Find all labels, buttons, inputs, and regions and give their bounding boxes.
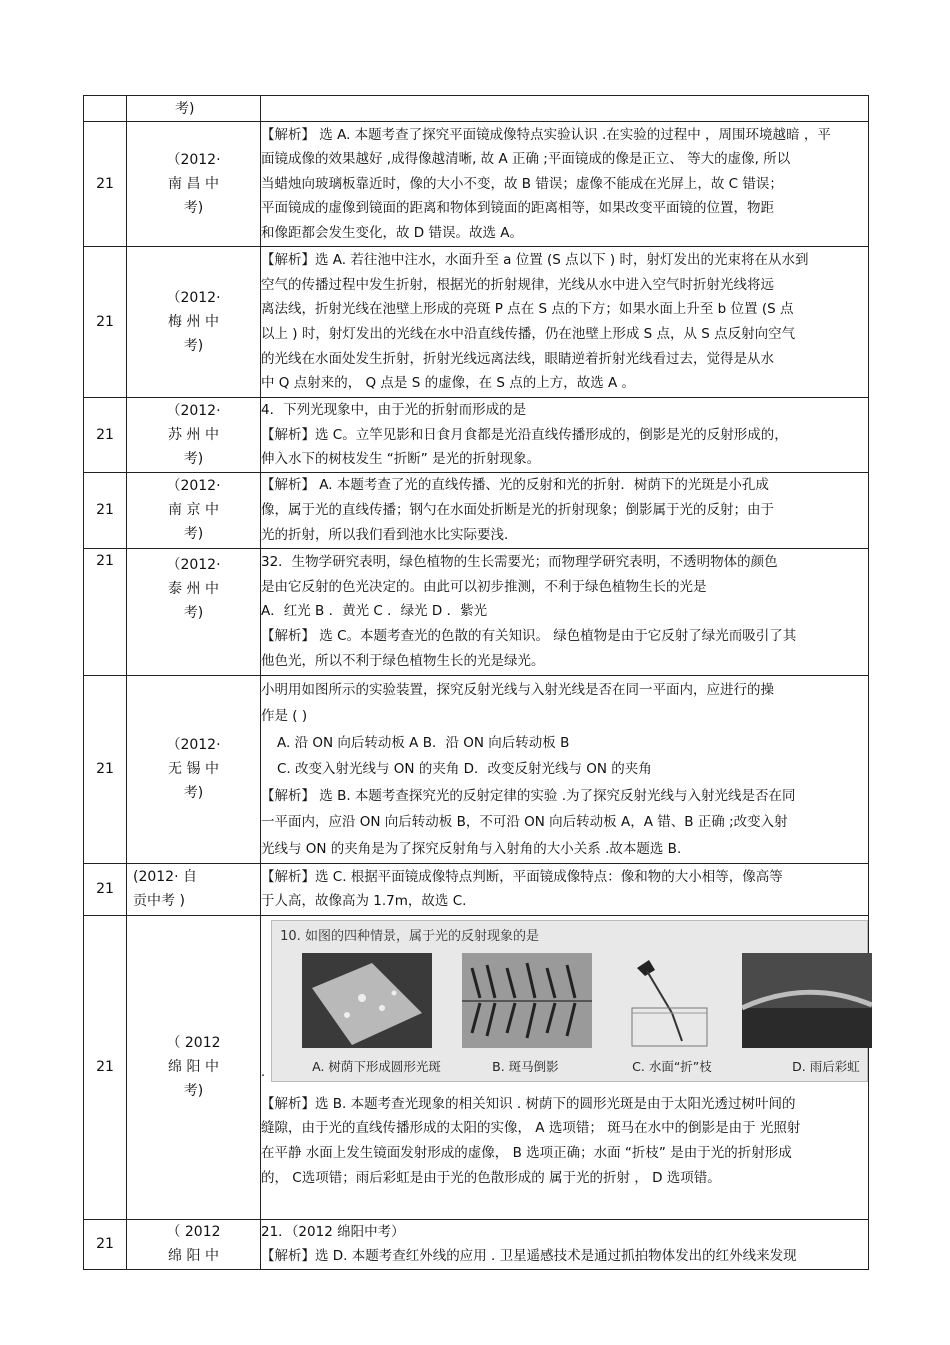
source-line: 考) xyxy=(183,200,204,216)
text-line: 【解析】选 A. 若往池中注水，水面升至 a 位置 (S 点以下 ) 时，射灯发出的光束将在从水到 xyxy=(261,252,809,269)
source-line: （ 2012 xyxy=(166,1224,221,1241)
text-line: A．红光 B ．黄光 C ．绿光 D ．紫光 xyxy=(261,603,488,620)
source-cell xyxy=(127,863,261,915)
text-line: 像，属于光的直线传播；钢勺在水面处折断是光的折射现象；倒影属于光的反射；由于 xyxy=(261,501,774,518)
source-line: 考) xyxy=(183,785,204,802)
source-cell xyxy=(127,915,261,1219)
text-line: 是由它反射的色光决定的。由此可以初步推测，不利于绿色植物生长的光是 xyxy=(261,578,707,595)
source-line: 贡中考 ) xyxy=(133,893,185,910)
text-line: 【解析】选 C. 根据平面镜成像特点判断，平面镜成像特点：像和物的大小相等，像高等 xyxy=(261,868,783,885)
source-cell xyxy=(127,247,261,398)
source-line: （ 2012 xyxy=(166,1035,221,1052)
text-line: 光线与 ON 的夹角是为了探究反射角与入射角的大小关系 .故本题选 B. xyxy=(261,840,682,857)
row-number: 21 xyxy=(84,1219,127,1269)
text-line: 在平静 水面上发生镜面发射形成的虚像， B 选项正确；水面 “折枝” 是由于光的折射形成 xyxy=(261,1144,792,1161)
source-cell xyxy=(127,472,261,548)
source-line: 考) xyxy=(175,100,195,117)
text-line: 和像距都会发生变化，故 D 错误。故选 A。 xyxy=(261,224,524,241)
row-number: 21 xyxy=(84,472,127,548)
text-line: 离法线，折射光线在池壁上形成的亮斑 P 点在 S 点的下方；如果水面上升至 b 位置 (S 点 xyxy=(261,301,794,318)
source-line: 泰 州 中 xyxy=(168,580,219,597)
figure-title: 10. 如图的四种情景，属于光的反射现象的是 xyxy=(280,928,539,944)
row-number: 21 xyxy=(84,398,127,473)
source-line: 考) xyxy=(183,338,204,354)
content-cell xyxy=(261,122,869,247)
question-figure xyxy=(271,920,868,1082)
zebra-reflection-photo xyxy=(462,953,592,1048)
source-line: 绵 阳 中 xyxy=(168,1248,219,1265)
text-line: 伸入水下的树枝发生 “折断” 是光的折射现象。 xyxy=(261,451,541,468)
text-line: 缝隙，由于光的直线传播形成的太阳的实像， A 选项错； 斑马在水中的倒影是由于 光照射 xyxy=(261,1120,801,1137)
row-number xyxy=(84,96,127,122)
source-line: （2012· xyxy=(166,556,221,573)
figure-dot: . xyxy=(261,1065,266,1081)
source-line: （2012· xyxy=(166,402,221,419)
source-line: （2012· xyxy=(166,152,221,168)
table-row xyxy=(84,675,869,863)
source-cell xyxy=(127,548,261,675)
table-row xyxy=(84,122,869,247)
content-cell xyxy=(261,1219,869,1269)
text-line: 作是 ( ) xyxy=(261,708,308,725)
row-number: 21 xyxy=(84,247,127,398)
text-line: 【解析】选 C。立竿见影和日食月食都是光沿直线传播形成的，倒影是光的反射形成的， xyxy=(261,426,788,443)
row-number: 21 xyxy=(84,122,127,247)
text-line: 【解析】选 B. 本题考查光现象的相关知识 . 树荫下的圆形光斑是由于太阳光透过树叶间的 xyxy=(261,1095,796,1112)
tree-shadow-photo xyxy=(302,953,432,1048)
row-number: 21 xyxy=(84,863,127,915)
source-line: (2012· 自 xyxy=(133,869,197,886)
text-line: 的光线在水面处发生折射，折射光线远离法线，眼睛逆着折射光线看过去，觉得是从水 xyxy=(261,350,774,367)
row-number: 21 xyxy=(84,675,127,863)
source-line: 考) xyxy=(183,526,204,543)
text-line: 当蜡烛向玻璃板靠近时，像的大小不变，故 B 错误；虚像不能成在光屏上，故 C 错误； xyxy=(261,175,783,192)
source-line: 南 京 中 xyxy=(168,502,219,519)
text-line: 一平面内，应沿 ON 向后转动板 B，不可沿 ON 向后转动板 A，A 错、B 正确 ;改变入射 xyxy=(261,814,788,831)
source-line: （2012· xyxy=(166,737,221,754)
content-cell xyxy=(261,472,869,548)
source-cell xyxy=(127,1219,261,1269)
text-line: 面镜成像的效果越好 ,成得像越清晰, 故 A 正确 ;平面镜成的像是正立、 等大的虚像, 所以 xyxy=(261,151,791,168)
content-cell xyxy=(261,548,869,675)
rainbow-photo xyxy=(742,953,872,1048)
source-line: 绵 阳 中 xyxy=(168,1059,219,1076)
text-line: 光的折射，所以我们看到池水比实际要浅. xyxy=(261,526,509,543)
table-row xyxy=(84,548,869,675)
text-line: 【解析】选 D. 本题考查红外线的应用 . 卫星遥感技术是通过抓拍物体发出的红外线来发现 xyxy=(261,1248,797,1265)
source-line: 考) xyxy=(183,450,204,467)
text-line: 【解析】 选 C。本题考查光的色散的有关知识。 绿色植物是由于它反射了绿光而吸引了其 xyxy=(261,628,797,645)
content-cell xyxy=(261,863,869,915)
text-line: A. 沿 ON 向后转动板 A B．沿 ON 向后转动板 B xyxy=(277,734,570,751)
source-cell xyxy=(127,675,261,863)
table-row xyxy=(84,915,869,1219)
content-cell xyxy=(261,675,869,863)
source-line: 南 昌 中 xyxy=(168,176,219,192)
table-row xyxy=(84,398,869,473)
text-line: 【解析】 A. 本题考查了光的直线传播、光的反射和光的折射．树荫下的光斑是小孔成 xyxy=(261,477,769,494)
text-line: 平面镜成的虚像到镜面的距离和物体到镜面的距离相等，如果改变平面镜的位置，物距 xyxy=(261,200,774,217)
table-row xyxy=(84,472,869,548)
content-cell xyxy=(261,96,869,122)
text-line: 中 Q 点射来的， Q 点是 S 的虚像，在 S 点的上方，故选 A 。 xyxy=(261,375,636,392)
table-row xyxy=(84,1219,869,1269)
figure-caption: B. 斑马倒影 xyxy=(492,1058,559,1074)
figure-caption: D. 雨后彩虹 xyxy=(792,1058,860,1074)
source-line: 考) xyxy=(183,604,204,621)
text-line: 小明用如图所示的实验装置，探究反射光线与入射光线是否在同一平面内，应进行的操 xyxy=(261,681,774,698)
text-line: 以上 ) 时，射灯发出的光线在水中沿直线传播，仍在池壁上形成 S 点，从 S 点反射向空气 xyxy=(261,326,796,342)
text-line: 的， C选项错；雨后彩虹是由于光的色散形成的 属于光的折射 ， D 选项错。 xyxy=(261,1169,721,1186)
text-line: 21．（2012 绵阳中考） xyxy=(261,1223,405,1240)
table-row xyxy=(84,863,869,915)
figure-caption: C. 水面“折”枝 xyxy=(632,1058,712,1074)
text-line: C. 改变入射光线与 ON 的夹角 D．改变反射光线与 ON 的夹角 xyxy=(277,761,652,778)
table-row xyxy=(84,247,869,398)
source-line: （2012· xyxy=(166,478,221,495)
row-number: 21 xyxy=(84,548,127,675)
figure-caption: A. 树荫下形成圆形光斑 xyxy=(312,1058,441,1074)
text-line: 32．生物学研究表明，绿色植物的生长需要光；而物理学研究表明，不透明物体的颜色 xyxy=(261,554,778,571)
text-line: 于人高，故像高为 1.7m，故选 C. xyxy=(261,893,467,910)
question-table xyxy=(83,95,869,1270)
text-line: 【解析】 选 A. 本题考查了探究平面镜成像特点实验认识 .在实验的过程中 ，周围环境越暗 ，平 xyxy=(261,126,831,143)
source-line: （2012· xyxy=(166,290,221,306)
source-line: 考) xyxy=(183,1083,204,1100)
source-line: 无 锡 中 xyxy=(168,761,219,778)
content-cell xyxy=(261,915,869,1219)
source-line: 梅 州 中 xyxy=(168,314,219,330)
text-line: 他色光，所以不利于绿色植物生长的光是绿光。 xyxy=(261,652,545,669)
text-line: 【解析】 选 B. 本题考查探究光的反射定律的实验 .为了探究反射光线与入射光线是否在同 xyxy=(261,787,796,804)
source-cell xyxy=(127,122,261,247)
text-line: 4．下列光现象中，由于光的折射而形成的是 xyxy=(261,402,527,418)
content-cell xyxy=(261,247,869,398)
source-cell xyxy=(127,398,261,473)
content-cell xyxy=(261,398,869,473)
table-row xyxy=(84,96,869,122)
source-line: 苏 州 中 xyxy=(168,426,219,443)
row-number: 21 xyxy=(84,915,127,1219)
bent-branch-photo xyxy=(612,953,722,1048)
source-cell xyxy=(127,96,261,122)
text-line: 空气的传播过程中发生折射，根据光的折射规律，光线从水中进入空气时折射光线将远 xyxy=(261,276,774,293)
